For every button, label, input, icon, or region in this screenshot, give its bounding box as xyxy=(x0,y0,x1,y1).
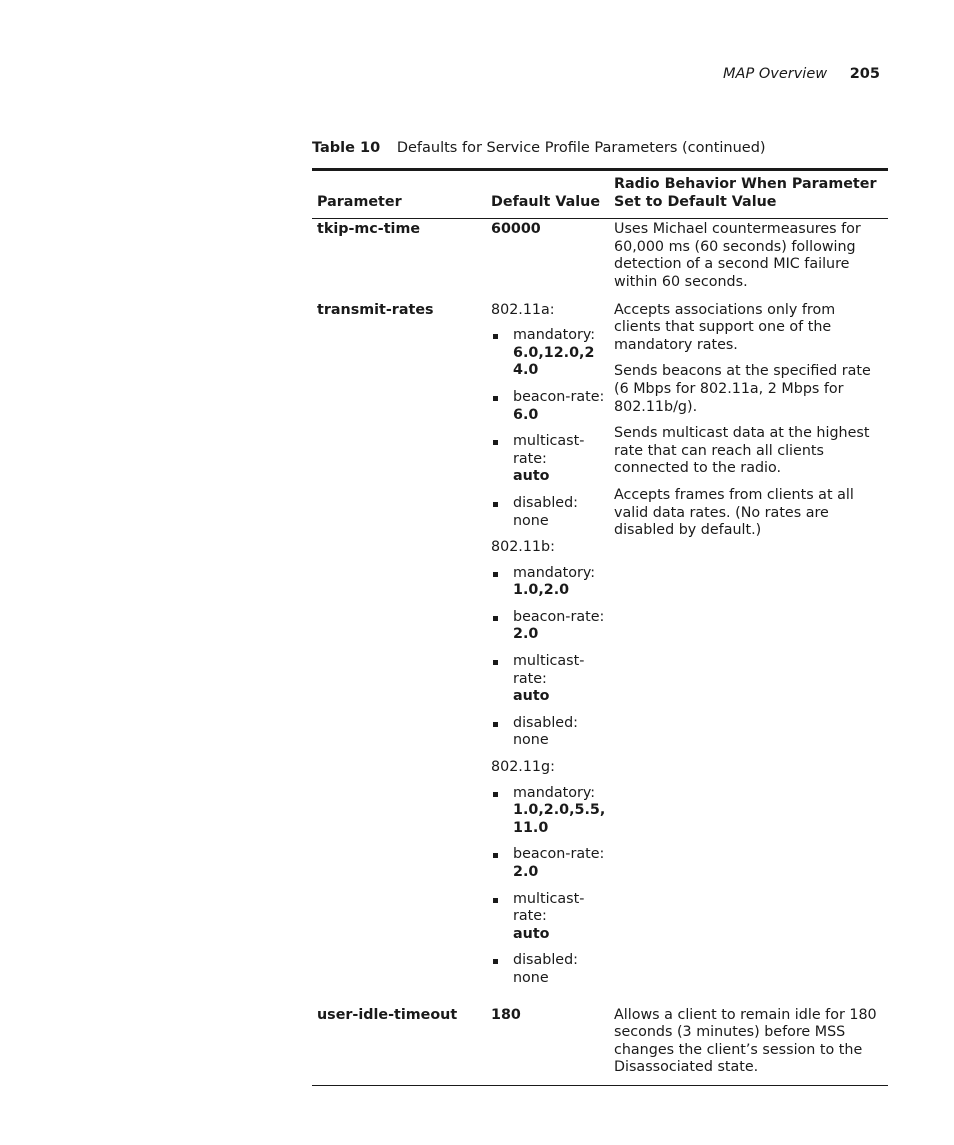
rate-value: 6.0,12.0,24.0 xyxy=(513,344,595,379)
rate-value: auto xyxy=(513,468,550,485)
table-row xyxy=(312,1005,888,1086)
parameter-name: user-idle-timeout xyxy=(317,1006,458,1023)
list-item xyxy=(491,891,606,944)
behavior-paragraph: Sends multicast data at the highest rate that can reach all clients connected to the radio. xyxy=(614,425,870,477)
rate-name: multicast-rate: xyxy=(513,653,585,687)
rate-name: mandatory: xyxy=(513,327,596,344)
rate-value: none xyxy=(513,512,549,529)
rate-name: multicast-rate: xyxy=(513,433,585,467)
rate-group-label: 802.11g: xyxy=(491,759,555,776)
list-item xyxy=(491,389,606,424)
table-row xyxy=(312,219,888,300)
column-header-radio-behavior: Radio Behavior When Parameter Set to Default Value xyxy=(614,176,877,210)
rate-value: 1.0,2.0,5.5,11.0 xyxy=(513,802,606,836)
column-header-default-value: Default Value xyxy=(491,193,601,210)
rate-name: mandatory: xyxy=(513,784,596,801)
section-title: MAP Overview xyxy=(723,66,828,82)
rate-value: none xyxy=(513,732,549,749)
parameter-name: transmit-rates xyxy=(317,301,434,318)
list-item xyxy=(491,433,606,486)
rate-name: beacon-rate: xyxy=(513,846,605,863)
list-item xyxy=(491,846,606,881)
table-caption xyxy=(312,140,766,156)
behavior-paragraph: Accepts frames from clients at all valid data rates. (No rates are disabled by default.) xyxy=(614,486,854,539)
behavior-paragraph: Sends beacons at the specified rate (6 Mbps for 802.11a, 2 Mbps for 802.11b/g). xyxy=(614,363,871,415)
rate-value: 1.0,2.0 xyxy=(513,582,570,599)
page-number: 205 xyxy=(849,66,880,82)
defaults-table xyxy=(312,168,888,1086)
list-item xyxy=(491,495,606,530)
rate-value: auto xyxy=(513,688,550,705)
radio-behavior: Uses Michael countermeasures for 60,000 ms (60 seconds) following detection of a second MIC failure within 60 seconds. xyxy=(614,221,861,290)
rate-group-label: 802.11a: xyxy=(491,301,555,318)
list-item xyxy=(491,785,606,838)
rate-name: multicast-rate: xyxy=(513,890,585,925)
parameter-name: tkip-mc-time xyxy=(317,221,421,238)
rate-list xyxy=(491,565,606,750)
default-value xyxy=(487,300,610,1005)
rate-name: beacon-rate: xyxy=(513,608,605,625)
list-item xyxy=(491,952,606,987)
rate-name: disabled: xyxy=(513,494,578,511)
table-title: Defaults for Service Profile Parameters (continued) xyxy=(396,140,766,156)
list-item xyxy=(491,327,606,380)
rate-list xyxy=(491,785,606,988)
rate-name: beacon-rate: xyxy=(513,388,605,405)
radio-behavior xyxy=(610,300,888,1005)
behavior-paragraph: Accepts associations only from clients that support one of the mandatory rates. xyxy=(614,301,836,353)
running-header xyxy=(723,66,880,82)
default-value: 60000 xyxy=(491,221,541,238)
rate-value: auto xyxy=(513,925,550,942)
table-row xyxy=(312,300,888,1005)
list-item xyxy=(491,565,606,600)
list-item xyxy=(491,715,606,750)
column-header-parameter: Parameter xyxy=(317,193,402,210)
list-item xyxy=(491,653,606,706)
rate-value: 2.0 xyxy=(513,864,539,880)
rate-group-label: 802.11b: xyxy=(491,539,555,556)
rate-value: none xyxy=(513,969,549,986)
default-value: 180 xyxy=(491,1006,521,1023)
rate-name: disabled: xyxy=(513,714,578,731)
rate-list xyxy=(491,327,606,530)
header-row xyxy=(312,170,888,219)
list-item xyxy=(491,609,606,644)
rate-name: disabled: xyxy=(513,952,578,969)
rate-value: 2.0 xyxy=(513,626,539,643)
rate-value: 6.0 xyxy=(513,406,539,423)
table-number: Table 10 xyxy=(312,140,381,156)
radio-behavior: Allows a client to remain idle for 180 seconds (3 minutes) before MSS changes the client’s session to the Disassociated state. xyxy=(614,1006,877,1076)
rate-name: mandatory: xyxy=(513,564,596,581)
